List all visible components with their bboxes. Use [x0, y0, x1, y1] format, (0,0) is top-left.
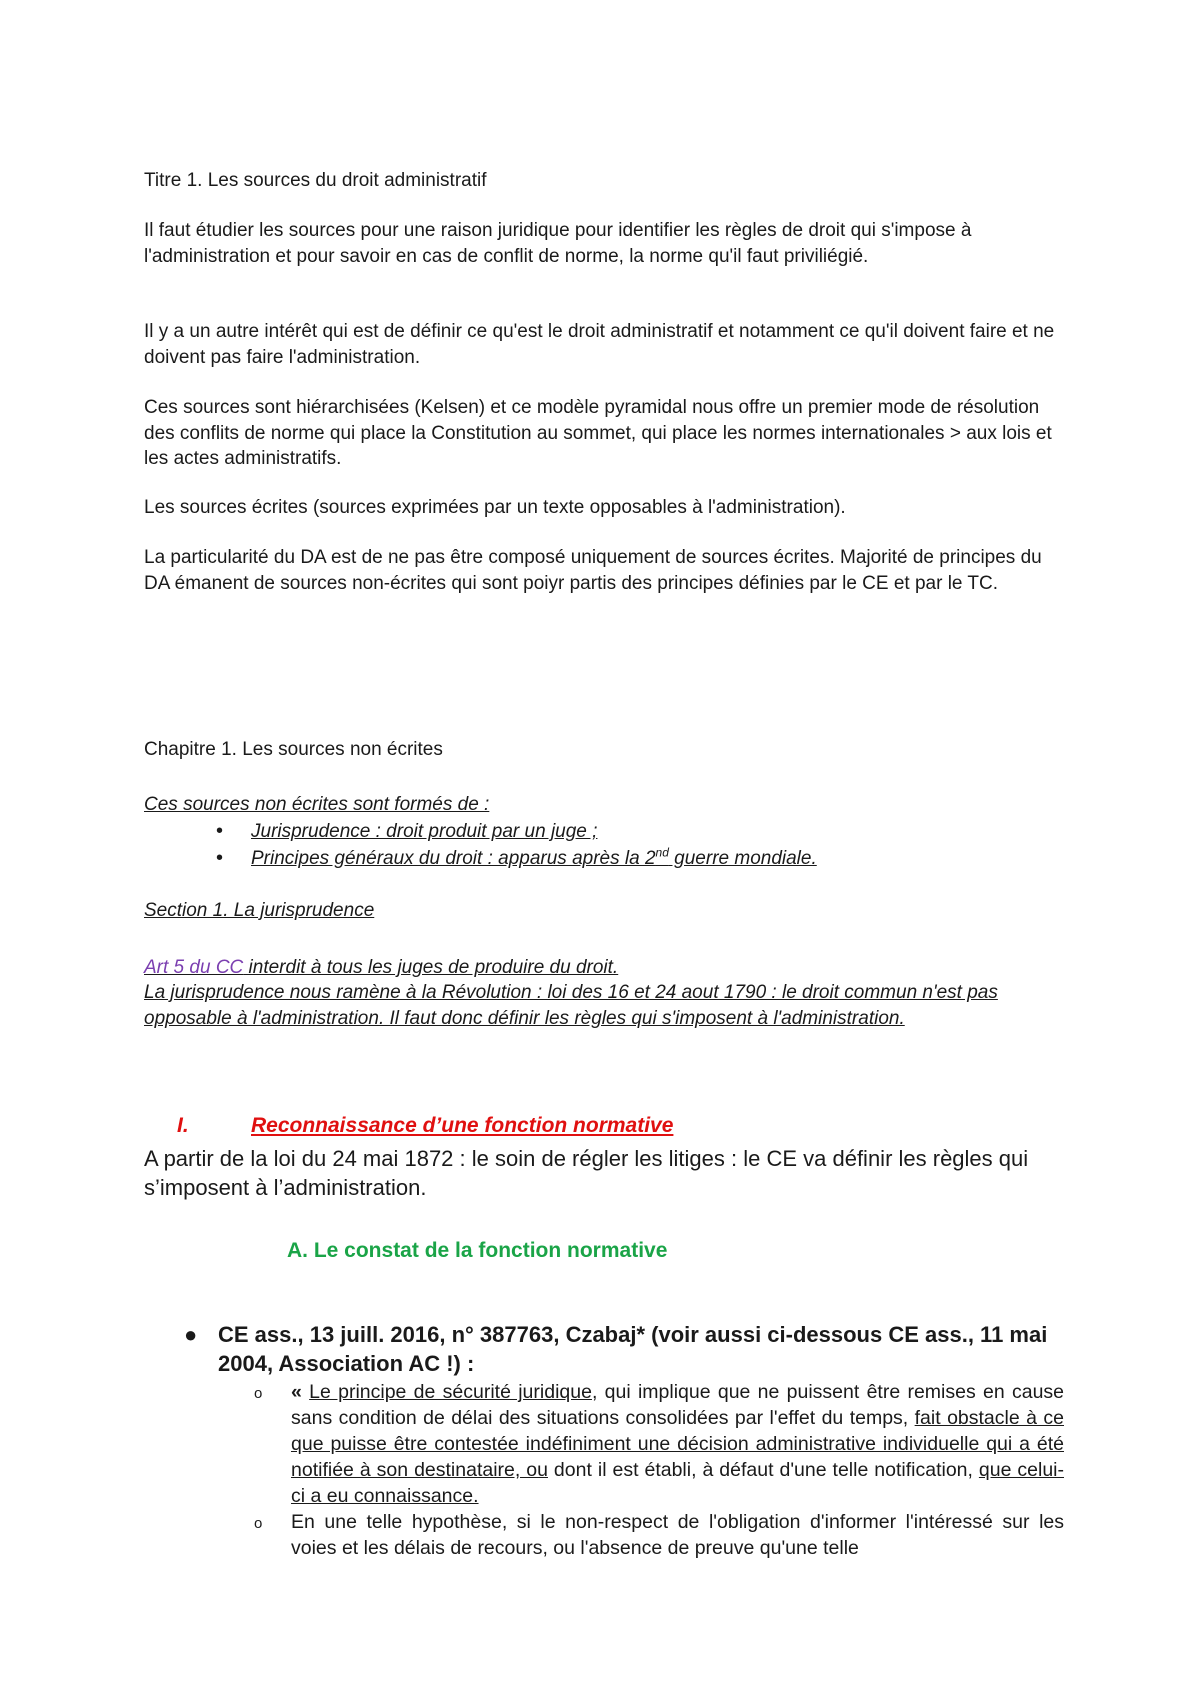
list-item: • Jurisprudence : droit produit par un juge ;	[144, 818, 1064, 845]
intro-paragraph-5: La particularité du DA est de ne pas être composé uniquement de sources écrites. Majorité de principes du DA émanent de sources non-écrites qui sont poiyr partis des principes définies par le CE et par le TC.	[144, 547, 1042, 594]
intro-paragraph-2: Il y a un autre intérêt qui est de définir ce qu'est le droit administratif et notamment ce qu'il doivent faire et ne doivent pas faire l'administration.	[144, 321, 1055, 368]
section-heading: Section 1. La jurisprudence	[144, 900, 375, 921]
circle-bullet-icon: o	[254, 1515, 263, 1532]
intro-paragraph-3: Ces sources sont hiérarchisées (Kelsen) et ce modèle pyramidal nous offre un premier mode de résolution des conflits de norme qui place la Constitution au sommet, qui place les normes internationales > aux lois et les actes administratifs.	[144, 397, 1052, 469]
revolution-paragraph: La jurisprudence nous ramène à la Révolution : loi des 16 et 24 aout 1790 : le droit commun n'est pas opposable à l'administration. Il faut donc définir les règles qui s'imposent à l'administration.	[144, 982, 998, 1029]
art-5-link[interactable]: Art 5 du CC	[144, 957, 244, 978]
list-item: • Principes généraux du droit : apparus après la 2nd guerre mondiale.	[144, 845, 1064, 872]
chapter-heading: Chapitre 1. Les sources non écrites	[144, 739, 443, 760]
law-1872-paragraph: A partir de la loi du 24 mai 1872 : le soin de régler les litiges : le CE va définir les règles qui s’imposent à l’administration.	[144, 1146, 1029, 1200]
list-intro: Ces sources non écrites sont formés de :	[144, 794, 490, 815]
heading-constat: A. Le constat de la fonction normative	[287, 1239, 668, 1262]
title-heading: Titre 1. Les sources du droit administratif	[144, 170, 487, 191]
art-paragraph: Art 5 du CC interdit à tous les juges de produire du droit.	[144, 957, 619, 978]
circle-bullet-icon: o	[254, 1385, 263, 1402]
bullet-icon: ●	[184, 1322, 198, 1347]
intro-paragraph-1: Il faut étudier les sources pour une raison juridique pour identifier les règles de droit qui s'impose à l'administration et pour savoir en cas de conflit de norme, la norme qu'il faut priviliégié.	[144, 220, 972, 267]
intro-paragraph-4: Les sources écrites (sources exprimées par un texte opposables à l'administration).	[144, 497, 846, 518]
sources-list	[144, 818, 1064, 872]
